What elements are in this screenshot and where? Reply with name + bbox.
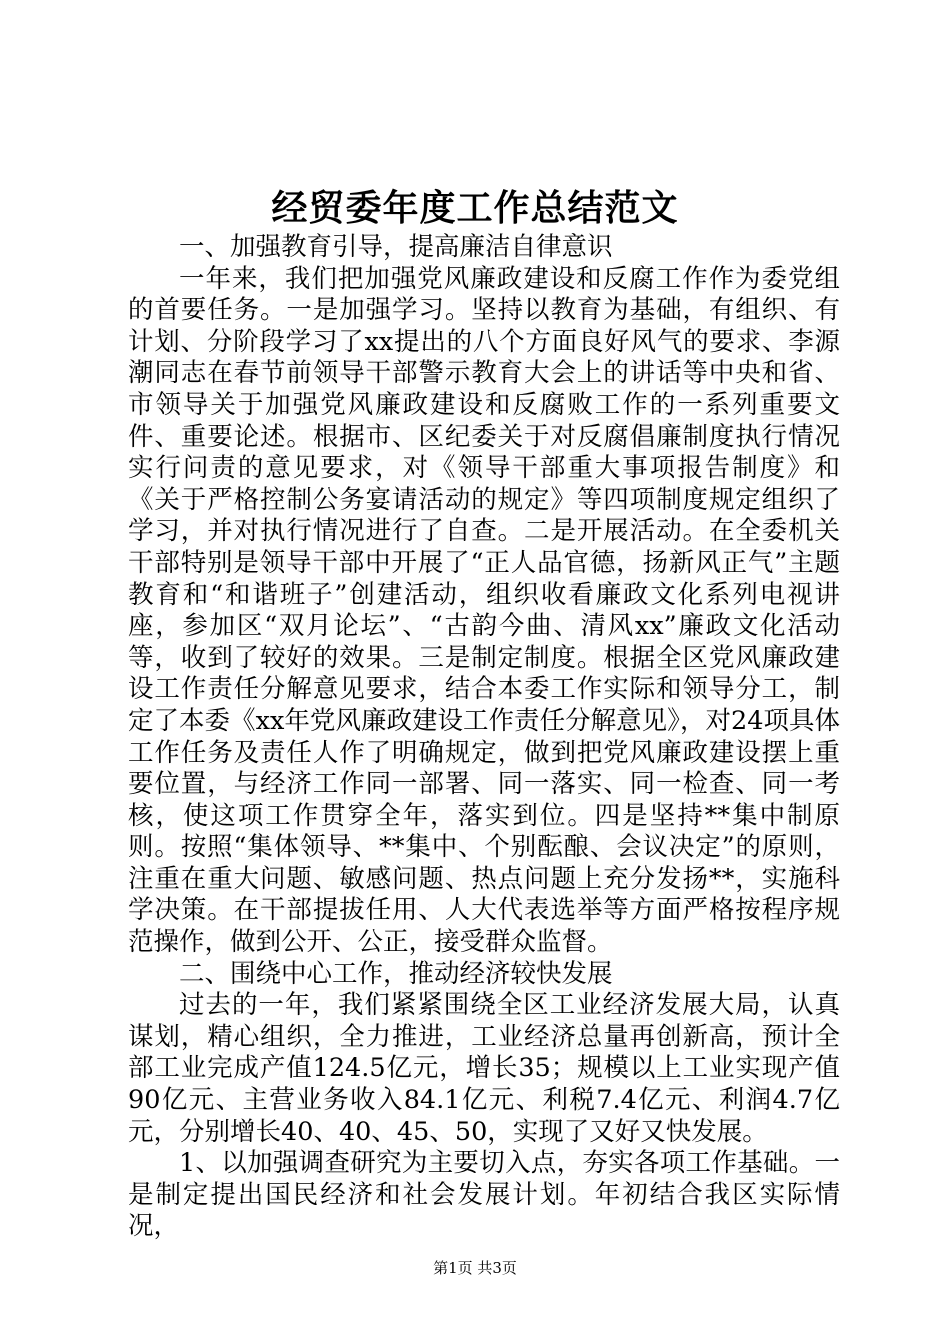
section-heading-2: 二、围绕中心工作，推动经济较快发展 <box>179 958 613 989</box>
body-paragraph: 1、以加强调查研究为主要切入点，夯实各项工作基础。一是制定提出国民经济和社会发展计划。年初结合我区实际情况， <box>128 1148 840 1242</box>
section-heading-1: 一、加强教育引导，提高廉洁自律意识 <box>179 232 613 262</box>
body-paragraph: 一年来，我们把加强党风廉政建设和反腐工作作为委党组的首要任务。一是加强学习。坚持以教育为基础，有组织、有计划、分阶段学习了xx提出的八个方面良好风气的要求、李源潮同志在春节前领导干部警示教育大会上的讲话等中央和省、市领导关于加强党风廉政建设和反腐败工作的一系列重要文件、重要论述。根据市、区纪委关于对反腐倡廉制度执行情况实行问责的意见要求，对《领导干部重大事项报告制度》和《关于严格控制公务宴请活动的规定》等四项制度规定组织了学习，并对执行情况进行了自查。二是开展活动。在全委机关干部特别是领导干部中开展了“正人品官德，扬新风正气”主题教育和“和谐班子”创建活动，组织收看廉政文化系列电视讲座，参加区“双月论坛”、“古韵今曲、清风xx”廉政文化活动等，收到了较好的效果。三是制定制度。根据全区党风廉政建设工作责任分解意见要求，结合本委工作实际和领导分工，制定了本委《xx年党风廉政建设工作责任分解意见》，对24项具体工作任务及责任人作了明确规定，做到把党风廉政建设摆上重要位置，与经济工作同一部署、同一落实、同一检查、同一考核，使这项工作贯穿全年，落实到位。四是坚持**集中制原则。按照“集体领导、**集中、个别酝酿、会议决定”的原则，注重在重大问题、敏感问题、热点问题上充分发扬**，实施科学决策。在干部提拔任用、人大代表选举等方面严格按程序规范操作，做到公开、公正，接受群众监督。 <box>128 263 840 958</box>
page-number-footer: 第1页 共3页 <box>433 1259 517 1277</box>
document-title: 经贸委年度工作总结范文 <box>271 187 679 229</box>
document-body <box>128 232 840 1243</box>
body-paragraph: 过去的一年，我们紧紧围绕全区工业经济发展大局，认真谋划，精心组织，全力推进，工业经济总量再创新高，预计全部工业完成产值124.5亿元，增长35；规模以上工业实现产值90亿元、主营业务收入84.1亿元、利税7.4亿元、利润4.7亿元，分别增长40、40、45、50，实现了又好又快发展。 <box>128 990 840 1147</box>
